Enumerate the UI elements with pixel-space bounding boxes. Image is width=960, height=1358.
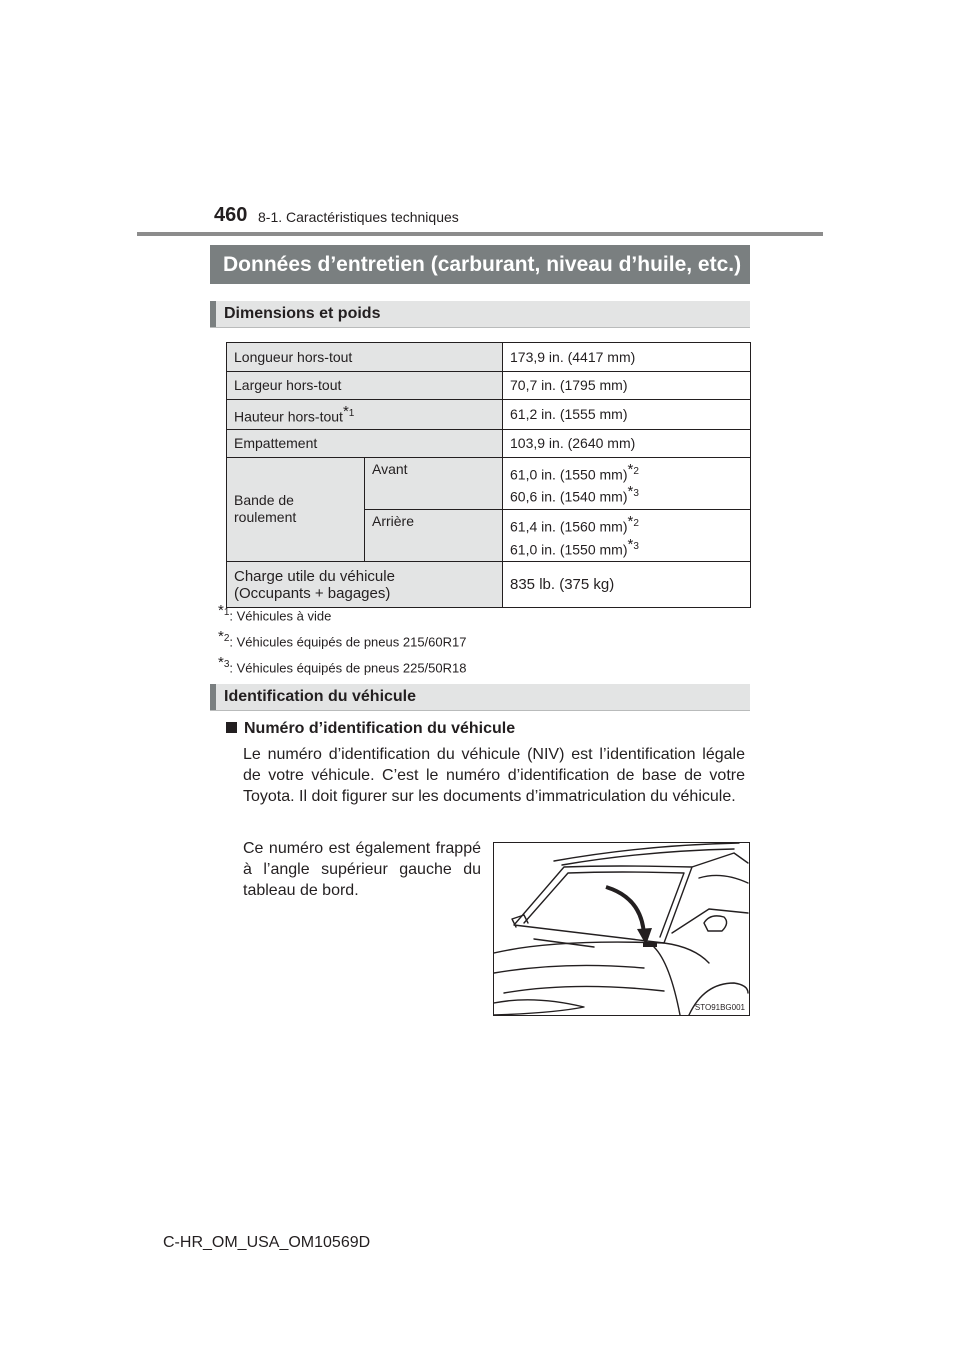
tread-rear-label: Arrière [365, 509, 503, 561]
row-value: 103,9 in. (2640 mm) [503, 429, 751, 457]
footnote-ref: *1 [342, 403, 355, 420]
document-code-footer: C-HR_OM_USA_OM10569D [163, 1234, 371, 1251]
tread-label [227, 457, 365, 562]
table-row [227, 400, 751, 430]
table-row [227, 429, 751, 457]
windshield-vin-illustration [493, 842, 750, 1016]
square-bullet-icon [226, 722, 237, 733]
row-label: Longueur hors-tout [227, 343, 503, 372]
section-title: 8-1. Caractéristiques techniques [258, 209, 459, 225]
tread-front-label: Avant [365, 457, 503, 509]
row-value: 61,2 in. (1555 mm) [503, 400, 751, 430]
dimensions-table [226, 342, 751, 608]
dimensions-heading [210, 301, 750, 328]
vin-paragraph: Le numéro d’identification du véhicule (NIV) est l’identification légale de votre véhicule. C’est le numéro d’identification de base de votre Toyota. Il doit figurer sur les documents d’immatriculation du véhicule. [243, 746, 745, 805]
identification-heading [210, 684, 750, 711]
payload-label: Charge utile du véhicule (Occupants + bagages) [227, 562, 503, 608]
car-windshield-drawing [494, 843, 749, 1015]
row-value: 173,9 in. (4417 mm) [503, 343, 751, 372]
main-title-banner: Données d’entretien (carburant, niveau d’huile, etc.) [210, 245, 750, 284]
tread-rear-value: 61,4 in. (1560 mm)$^{*2}$ 61,0 in. (1550 mm)$^{*3}$ [503, 509, 751, 561]
dimensions-heading-text: Dimensions et poids [224, 305, 381, 322]
vin-item-title: Numéro d’identification du véhicule [226, 720, 515, 738]
vin-location-text: Ce numéro est également frappé à l’angle supérieur gauche du tableau de bord. [243, 840, 481, 899]
row-label: Empattement [227, 429, 503, 457]
footnote-3: $^{*3}$: Véhicules équipés de pneus 225/50R18 [218, 654, 467, 676]
row-label: Largeur hors-tout [227, 372, 503, 400]
table-row [227, 343, 751, 372]
tread-label-word-1: Bande de [234, 492, 294, 509]
page-number: 460 [214, 204, 248, 226]
footnote-1: $^{*1}$: Véhicules à vide [218, 602, 332, 624]
table-row [227, 457, 751, 509]
tread-label-word-2: roulement [234, 509, 297, 526]
header-divider [137, 232, 823, 236]
row-label-text: Hauteur hors-tout [234, 408, 343, 425]
table-row [227, 562, 751, 608]
table-row [227, 372, 751, 400]
footnote-2: $^{*2}$: Véhicules équipés de pneus 215/60R17 [218, 628, 467, 650]
payload-value: 835 lb. (375 kg) [503, 562, 751, 608]
identification-heading-text: Identification du véhicule [224, 688, 417, 705]
figure-code: STO91BG001 [694, 1003, 745, 1012]
tread-front-value: 61,0 in. (1550 mm)$^{*2}$ 60,6 in. (1540 mm)$^{*3}$ [503, 457, 751, 509]
row-label [227, 400, 503, 430]
row-value: 70,7 in. (1795 mm) [503, 372, 751, 400]
